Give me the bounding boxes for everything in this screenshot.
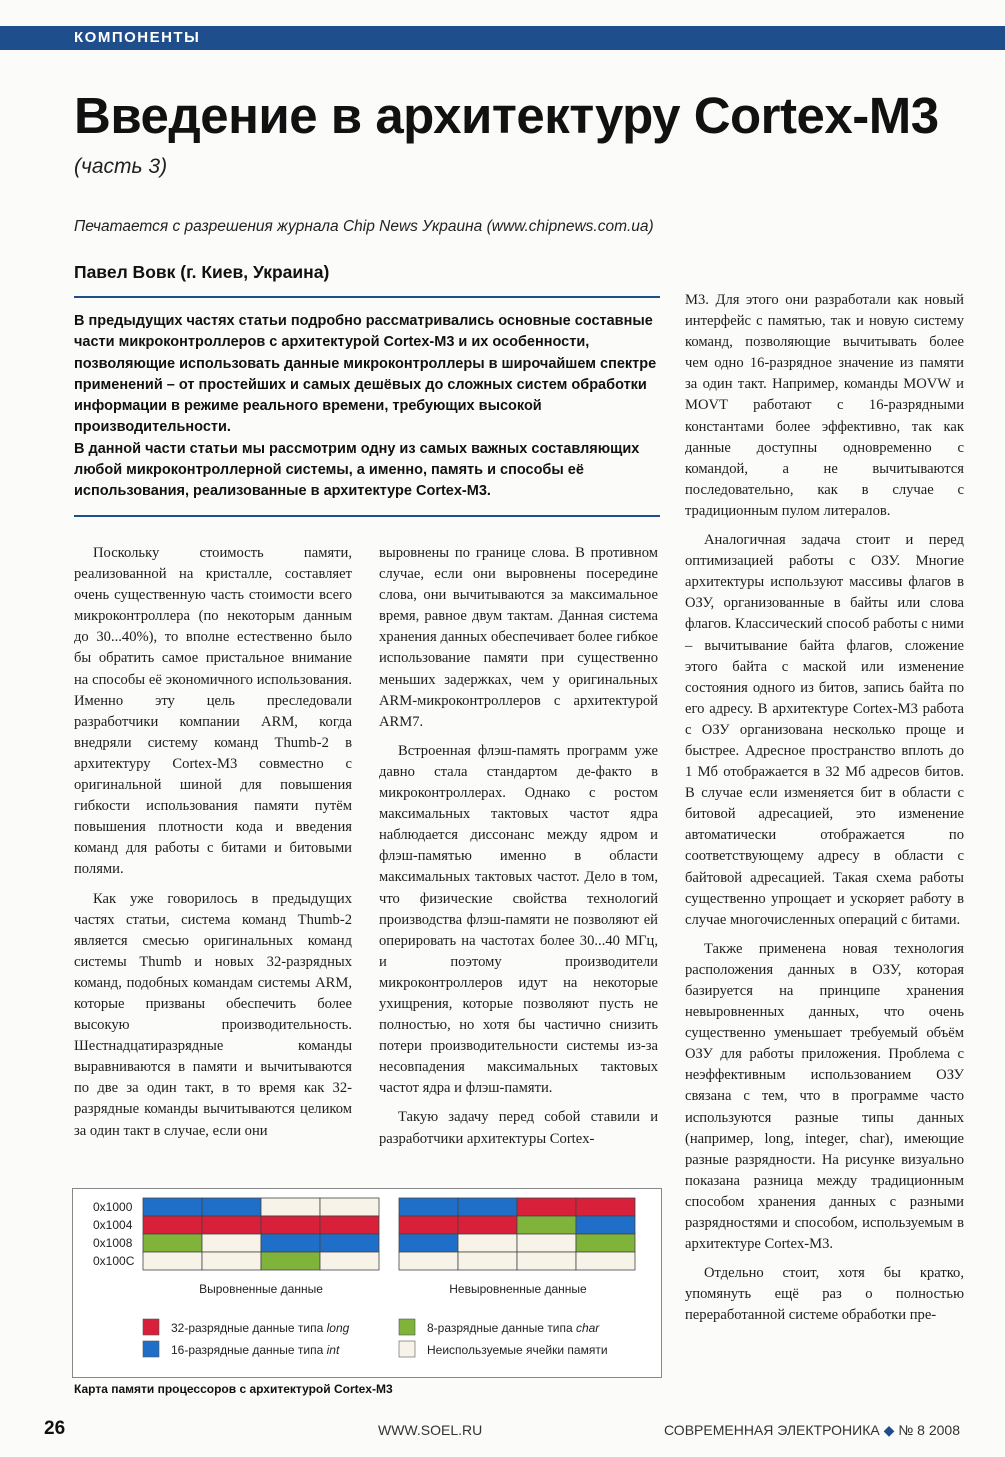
memory-cell-int xyxy=(399,1234,458,1252)
section-label: КОМПОНЕНТЫ xyxy=(74,29,201,46)
memory-cell-long xyxy=(576,1198,635,1216)
aligned-grid xyxy=(143,1198,379,1270)
memory-cell-int xyxy=(576,1216,635,1234)
memory-cell-int xyxy=(399,1198,458,1216)
lead-text-2: В данной части статьи мы рассмотрим одну из самых важных составляющих любой микроконтроллерной системы, а именно, память и способы её использования, реализованные в архитектуре Cortex-M3. xyxy=(74,440,640,500)
memory-cell-long xyxy=(261,1216,320,1234)
addr-label-0: 0x1000 xyxy=(93,1200,133,1214)
legend-swatch-unused xyxy=(399,1341,415,1357)
legend-text-int xyxy=(171,1343,340,1357)
col1-paragraph-1: Поскольку стоимость памяти, реализованной на кристалле, составляет очень существенную часть стоимости всего микроконтроллера (по некоторым данным до 30...40%), то вполне естественно было бы обратить самое пристальное внимание на способы её экономичного использования. Именно эту цель преследовали разработчики компании ARM, когда внедряли систему команд Thumb-2 в архитектуру Cortex-M3 совместно с оригинальной шиной для повышения гибкости использования памяти путём повышения плотности кода и введения команд для работы с битами и битовыми полями. xyxy=(74,545,352,878)
memory-cell-unused xyxy=(517,1252,576,1270)
col2-paragraph-2: Встроенная флэш-память программ уже давно стала стандартом де-факто в микроконтроллерах. Однако с ростом максимальных тактовых частот ядра наблюдается диссонанс между ядром и флэш-памятью именно в области максимальных тактовых частот. Дело в том, что физические свойства технологий производства флэш-памяти не позволяют ей оперировать на частотах более 30...40 МГц, и поэтому производители микроконтроллеров идут на некоторые ухищрения, которые позволяют пусть не полностью, но хотя бы частично снизить потери производительности системы из-за несовпадения максимальных тактовых частот ядра и флэш-памяти. xyxy=(379,742,658,1097)
memory-cell-unused xyxy=(320,1252,379,1270)
issue-number: № 8 xyxy=(898,1422,925,1438)
body-column-3 xyxy=(685,290,964,1335)
author-line: Павел Вовк (г. Киев, Украина) xyxy=(74,262,330,282)
legend-long-word: long xyxy=(326,1321,350,1335)
lead-bottom-rule xyxy=(74,515,660,517)
unaligned-label: Невыровненные данные xyxy=(449,1282,587,1296)
article-title: Введение в архитектуру Cortex-M3 xyxy=(74,87,939,144)
memory-cell-unused xyxy=(458,1234,517,1252)
memory-cell-unused xyxy=(399,1252,458,1270)
col1-paragraph-2: Как уже говорилось в предыдущих частях статьи, система команд Thumb-2 является смесью оригинальных команд системы Thumb и новых 32-разрядных команд, подобных командам системы ARM, которые призваны обеспечить более высокую производительность. Шестнадцатиразрядные команды выравниваются в памяти и вычитываются по две за один такт, в то время как 32-разрядные команды вычитываются целиком за один такт в случае, если они xyxy=(74,890,352,1139)
col3-paragraph-4: Отдельно стоит, хотя бы кратко, упомянуть ещё раз о полностью переработанной системе обработки пре- xyxy=(685,1265,964,1324)
memory-cell-long xyxy=(202,1216,261,1234)
lead-text-1: В предыдущих частях статьи подробно рассматривались основные составные части микроконтроллеров с архитектурой Cortex-M3 и их особенности, позволяющие использовать данные микроконтроллеры в широчайшем спектре применений – от простейших и самых дешёвых до сложных систем обработки информации в режиме реального времени, требующих высокой производительности. xyxy=(74,313,657,436)
magazine-name: СОВРЕМЕННАЯ ЭЛЕКТРОНИКА xyxy=(664,1422,880,1438)
col3-paragraph-1: М3. Для этого они разработали как новый интерфейс с памятью, так и новую систему команд, позволяющие вычитывать более чем одно 16-разрядное значение из памяти за один такт. Например, команды MOVW и MOVT работают с 16-разрядными константами более эффективно, так как данные доступны одновременно с командой, а не вычитываются последовательно, как в случае с традиционным пулом литералов. xyxy=(685,292,964,519)
memory-cell-int xyxy=(202,1198,261,1216)
memory-cell-unused xyxy=(576,1252,635,1270)
memory-cell-char xyxy=(517,1216,576,1234)
magazine-issue xyxy=(664,1422,960,1439)
col2-paragraph-3: Такую задачу перед собой ставили и разработчики архитектуры Cortex- xyxy=(379,1109,658,1147)
site-url: WWW.SOEL.RU xyxy=(378,1422,483,1438)
memory-cell-long xyxy=(458,1216,517,1234)
legend-swatch-int xyxy=(143,1341,159,1357)
legend-long-prefix: 32-разрядные данные типа xyxy=(171,1321,327,1335)
legend-text-char xyxy=(427,1321,600,1335)
article-subtitle: (часть 3) xyxy=(74,155,168,178)
memory-cell-int xyxy=(143,1198,202,1216)
memory-cell-char xyxy=(143,1234,202,1252)
lead-paragraph xyxy=(74,311,660,503)
legend-char-prefix: 8-разрядные данные типа xyxy=(427,1321,576,1335)
memory-cell-unused xyxy=(320,1198,379,1216)
memory-cell-unused xyxy=(458,1252,517,1270)
memory-map-svg xyxy=(73,1189,661,1377)
memory-cell-unused xyxy=(261,1198,320,1216)
legend-text-unused: Неиспользуемые ячейки памяти xyxy=(427,1343,608,1357)
legend-int-word: int xyxy=(326,1343,340,1357)
legend-text-long xyxy=(171,1321,350,1335)
addr-label-1: 0x1004 xyxy=(93,1218,133,1232)
unaligned-grid xyxy=(399,1198,635,1270)
legend-char-word: char xyxy=(575,1321,600,1335)
col2-paragraph-1: выровнены по границе слова. В противном случае, если они выровнены посередине слова, они вычитываются за максимальное время, равное двум тактам. Данная система хранения данных обеспечивает более гибкое использование памяти при существенно меньших задержках, чем у оригинальных ARM-микроконтроллеров с архитектурой ARM7. xyxy=(379,545,658,730)
legend-int-prefix: 16-разрядные данные типа xyxy=(171,1343,327,1357)
addr-label-3: 0x100C xyxy=(93,1254,135,1268)
diamond-icon: ◆ xyxy=(883,1422,895,1438)
lead-top-rule xyxy=(74,296,660,298)
memory-cell-long xyxy=(143,1216,202,1234)
col3-paragraph-2: Аналогичная задача стоит и перед оптимизацией работы с ОЗУ. Многие архитектуры используют массивы флагов в ОЗУ, организованные в байты или слова флагов. Классический способ работы с ними – вычитывание байта флагов, сложение этого байта с маской или изменение состояния одного из битов, запись байта по его адресу. В архитектуре Cortex-M3 работа с ОЗУ организована несколько проще и быстрее. Адресное пространство вплоть до 1 Мб отображается в 32 Мб адресов битов. В случае если изменяется бит в области с битовой адресацией, это изменение автоматически отображается по соответствующему адресу в области с байтовой адресацией. Такая схема работы существенно упрощает и ускоряет работу в случае многочисленных операций с битами. xyxy=(685,532,964,928)
memory-cell-unused xyxy=(202,1252,261,1270)
figure-caption: Карта памяти процессоров с архитектурой Cortex-M3 xyxy=(74,1382,393,1396)
body-column-2 xyxy=(379,543,658,1158)
memory-map-figure xyxy=(72,1188,662,1378)
memory-cell-unused xyxy=(202,1234,261,1252)
memory-cell-long xyxy=(517,1198,576,1216)
memory-cell-long xyxy=(399,1216,458,1234)
memory-cell-unused xyxy=(517,1234,576,1252)
memory-cell-unused xyxy=(143,1252,202,1270)
memory-cell-char xyxy=(576,1234,635,1252)
memory-cell-int xyxy=(261,1234,320,1252)
col3-paragraph-3: Также применена новая технология расположения данных в ОЗУ, которая базируется на принципе хранения невыровненных данных, что очень существенно уменьшает требуемый объём ОЗУ для работы приложения. Проблема с неэффективным использованием ОЗУ связана с тем, что в программе часто используются разные типы данных (например, long, integer, char), имеющие разные разрядности. На рисунке визуально показана разница между традиционным способом хранения данных с разными разрядностями и способом, используемым в архитектуре Cortex-M3. xyxy=(685,940,964,1253)
body-column-1 xyxy=(74,543,352,1150)
page-number: 26 xyxy=(44,1418,66,1439)
memory-cell-char xyxy=(261,1252,320,1270)
memory-cell-int xyxy=(320,1234,379,1252)
legend-swatch-char xyxy=(399,1319,415,1335)
memory-cell-int xyxy=(458,1198,517,1216)
memory-cell-long xyxy=(320,1216,379,1234)
legend-swatch-long xyxy=(143,1319,159,1335)
reprint-note: Печатается с разрешения журнала Chip News Украина (www.chipnews.com.ua) xyxy=(74,218,654,235)
addr-label-2: 0x1008 xyxy=(93,1236,133,1250)
aligned-label: Выровненные данные xyxy=(199,1282,323,1296)
issue-year: 2008 xyxy=(928,1422,960,1438)
